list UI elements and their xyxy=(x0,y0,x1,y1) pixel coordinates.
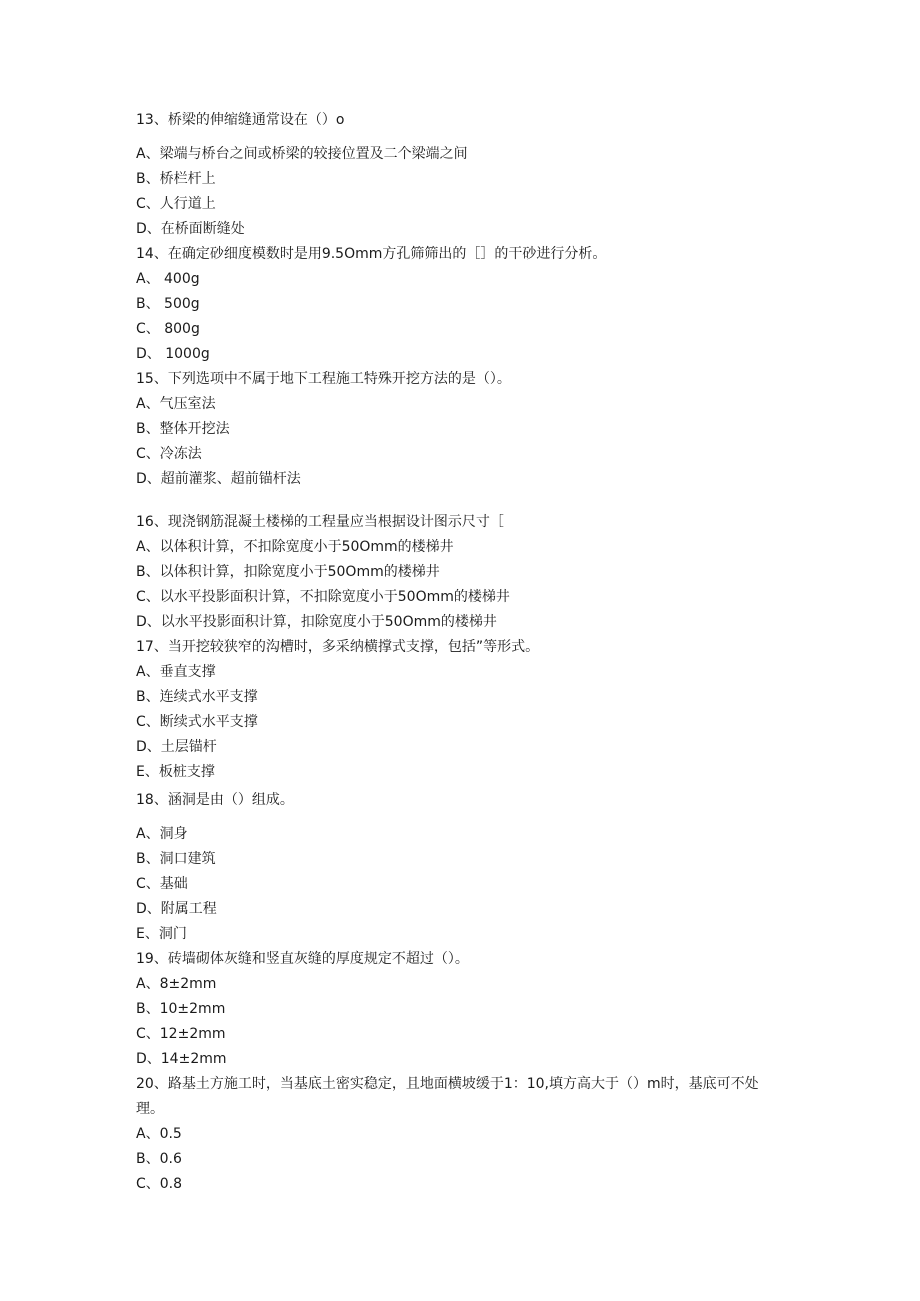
question-16-option-d: D、以水平投影面积计算，扣除宽度小于50Omm的楼梯井 xyxy=(136,614,497,630)
question-15-option-d: D、超前灌浆、超前锚杆法 xyxy=(136,471,301,487)
question-17-stem: 17、当开挖较狭窄的沟槽时，多采纳横撑式支撑，包括”等形式。 xyxy=(136,639,540,655)
question-15-option-c: C、冷冻法 xyxy=(136,446,202,462)
question-19-option-b: B、10±2mm xyxy=(136,1001,226,1017)
question-18-option-c: C、基础 xyxy=(136,876,188,892)
question-16-option-a: A、以体积计算，不扣除宽度小于50Omm的楼梯井 xyxy=(136,539,454,555)
question-20-option-a: A、0.5 xyxy=(136,1126,182,1142)
question-18-option-e: E、洞门 xyxy=(136,926,187,942)
question-19-stem: 19、砖墙砌体灰缝和竖直灰缝的厚度规定不超过（）。 xyxy=(136,951,469,967)
question-13-stem: 13、桥梁的伸缩缝通常设在（）o xyxy=(136,112,345,128)
question-17-option-e: E、板桩支撑 xyxy=(136,764,215,780)
question-15-stem: 15、下列选项中不属于地下工程施工特殊开挖方法的是（）。 xyxy=(136,371,511,387)
question-14-stem: 14、在确定砂细度模数时是用9.5Omm方孔筛筛出的［］的干砂进行分析。 xyxy=(136,246,607,262)
question-17-option-d: D、土层锚杆 xyxy=(136,739,217,755)
question-13-option-a: A、梁端与桥台之间或桥梁的较接位置及二个梁端之间 xyxy=(136,146,468,162)
question-20-option-c: C、0.8 xyxy=(136,1176,183,1192)
question-17-option-c: C、断续式水平支撑 xyxy=(136,714,258,730)
question-19-option-a: A、8±2mm xyxy=(136,976,217,992)
question-14-option-c: C、 800g xyxy=(136,321,200,337)
question-13-option-d: D、在桥面断缝处 xyxy=(136,221,245,237)
question-20-stem: 20、路基土方施工时，当基底土密实稳定，且地面横坡缓于1：10,填方高大于（）m时，基底可不处理。 xyxy=(136,1076,759,1117)
question-16-stem: 16、现浇钢筋混凝土楼梯的工程量应当根据设计图示尺寸［ xyxy=(136,514,504,530)
question-20-option-b: B、0.6 xyxy=(136,1151,182,1167)
question-16-option-c: C、以水平投影面积计算，不扣除宽度小于50Omm的楼梯井 xyxy=(136,589,510,605)
question-18-option-b: B、洞口建筑 xyxy=(136,851,216,867)
question-13-option-c: C、人行道上 xyxy=(136,196,216,212)
question-15-option-a: A、气压室法 xyxy=(136,396,216,412)
question-17-option-a: A、垂直支撑 xyxy=(136,664,216,680)
question-18-option-d: D、附属工程 xyxy=(136,901,217,917)
question-15-option-b: B、整体开挖法 xyxy=(136,421,230,437)
question-16-option-b: B、以体积计算，扣除宽度小于50Omm的楼梯井 xyxy=(136,564,440,580)
question-18-option-a: A、洞身 xyxy=(136,826,188,842)
question-17-option-b: B、连续式水平支撑 xyxy=(136,689,258,705)
question-19-option-d: D、14±2mm xyxy=(136,1051,227,1067)
question-19-option-c: C、12±2mm xyxy=(136,1026,226,1042)
question-14-option-b: B、 500g xyxy=(136,296,200,312)
question-13-option-b: B、桥栏杆上 xyxy=(136,171,216,187)
question-18-stem: 18、涵洞是由（）组成。 xyxy=(136,792,294,808)
question-14-option-d: D、 1000g xyxy=(136,346,210,362)
question-14-option-a: A、 400g xyxy=(136,271,200,287)
